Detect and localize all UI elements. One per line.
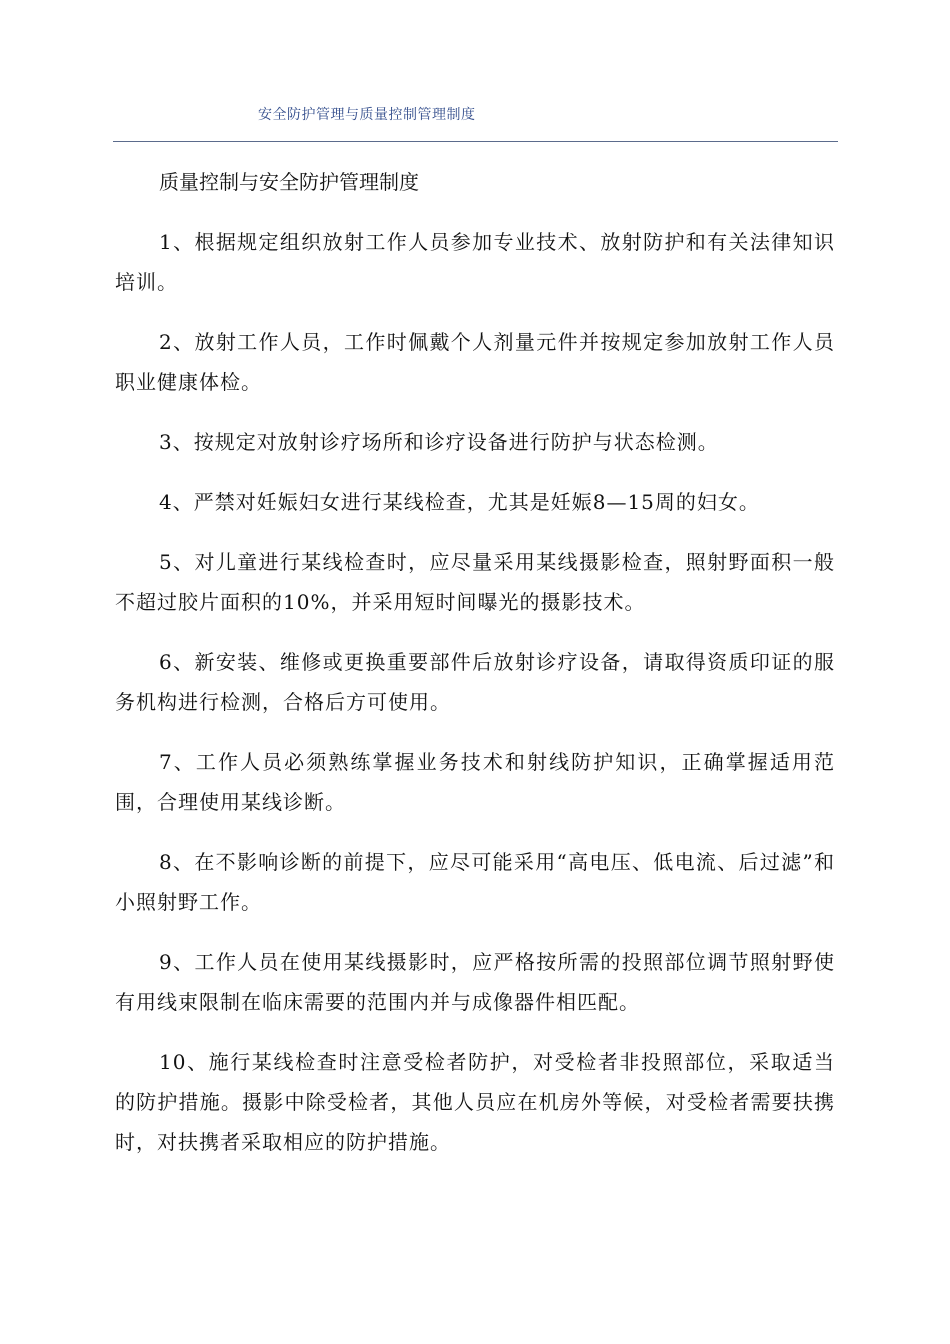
list-item-3: 3、按规定对放射诊疗场所和诊疗设备进行防护与状态检测。 xyxy=(159,430,719,454)
list-item-8: 8、在不影响诊断的前提下，应尽可能采用“高电压、低电流、后过滤”和小照射野工作。 xyxy=(115,850,835,914)
header-divider xyxy=(113,141,838,142)
list-item-2: 2、放射工作人员，工作时佩戴个人剂量元件并按规定参加放射工作人员职业健康体检。 xyxy=(115,330,835,394)
list-item-10: 10、施行某线检查时注意受检者防护，对受检者非投照部位，采取适当的防护措施。摄影中除受检者，其他人员应在机房外等候，对受检者需要扶携时，对扶携者采取相应的防护措施。 xyxy=(115,1050,835,1154)
list-item-1: 1、根据规定组织放射工作人员参加专业技术、放射防护和有关法律知识培训。 xyxy=(115,230,835,294)
list-item-4: 4、严禁对妊娠妇女进行某线检查，尤其是妊娠8—15周的妇女。 xyxy=(159,490,760,514)
list-item-6: 6、新安装、维修或更换重要部件后放射诊疗设备，请取得资质印证的服务机构进行检测，合格后方可使用。 xyxy=(115,650,835,714)
list-item-9: 9、工作人员在使用某线摄影时，应严格按所需的投照部位调节照射野使有用线束限制在临床需要的范围内并与成像器件相匹配。 xyxy=(115,950,835,1014)
document-body xyxy=(115,162,835,1182)
running-header: 安全防护管理与质量控制管理制度 xyxy=(258,107,476,123)
list-item-7: 7、工作人员必须熟练掌握业务技术和射线防护知识，正确掌握适用范围，合理使用某线诊断。 xyxy=(115,750,835,814)
document-title: 质量控制与安全防护管理制度 xyxy=(159,170,419,194)
list-item-5: 5、对儿童进行某线检查时，应尽量采用某线摄影检查，照射野面积一般不超过胶片面积的10%，并采用短时间曝光的摄影技术。 xyxy=(115,550,835,614)
